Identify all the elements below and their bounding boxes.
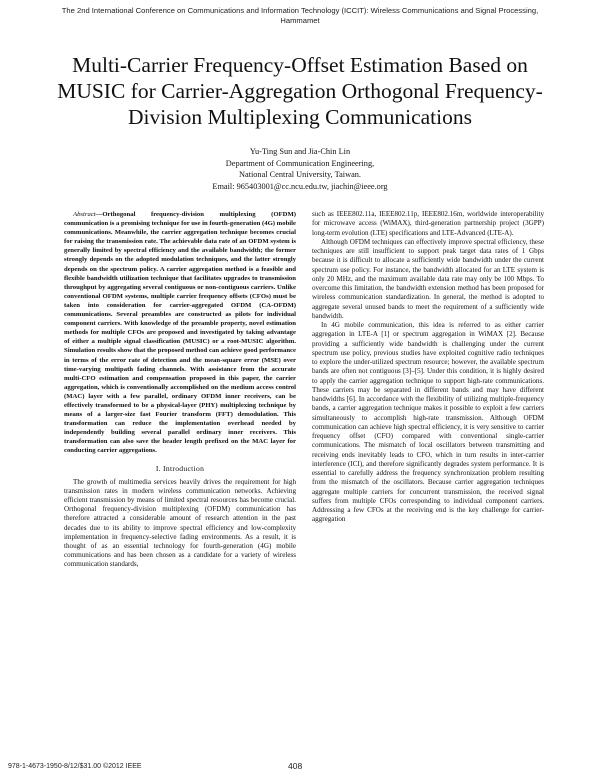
author-department: Department of Communication Engineering, [225,158,375,168]
right-column [312,210,544,525]
intro-paragraph: The growth of multimedia services heavily drives the requirement for high transmission rates in modern wireless communication networks. Achieving efficient transmission by means of limited spectral resources has become crucial. Orthogonal frequency-division multiplexing (OFDM) communication has therefore attracted a considerable amount of research attention in the past decades due to its ability to improve spectral efficiency and low-complexity implementation in frequency-selective fading environments. As a result, it is thought of as an essential technology for fourth-generation (4G) mobile communications and has been chosen as a candidate for a variety of wireless communication standards, [64,477,296,569]
page-number: 408 [288,761,303,771]
author-university: National Central University, Taiwan. [239,170,361,179]
body-paragraph: such as IEEE802.11a, IEEE802.11p, IEEE802.16m, worldwide interoperability for microwave access (WiMAX), third-generation partnership project (3GPP) long-term evolution (LTE) specifications and LTE-Advanced (LTE-A). [312,210,544,237]
abstract-text: —Orthogonal frequency-division multiplexing (OFDM) communication is a promising technique for use in fourth-generation (4G) mobile communications. Meanwhile, the carrier aggregation technique becomes crucial for raising the transmission rate. The achievable data rate of an OFDM system is generally limited by spectral efficiency and the available bandwidth; the former strongly depends on the adopted modulation techniques, and the latter strongly depends on the spectrum policy. A carrier aggregation method is a feasible and flexible bandwidth utilization technique that facilitates upgrades to transmission throughput by aggregating several contiguous or non-contiguous carriers. Unlike conventional OFDM systems, multiple carrier frequency offsets (CFOs) must be taken into consideration for carrier-aggregated OFDM (CA-OFDM) communications. Several preambles are constructed as pilots for individual component carriers. With knowledge of the preamble property, novel estimation methods for multiple CFOs are proposed and investigated by taking advantage of either a multiple signal classification (MUSIC) or a root-MUSIC algorithm. Simulation results show that the proposed method can achieve good performance in terms of the error rate of detection and the mean-square error (MSE) over time-varying multipath fading channels. With assistance from the accurate multi-CFO estimation and compensation proposed in this paper, the carrier aggregation, which is conventionally accomplished on the medium access control (MAC) layer with a few parallel, ordinary OFDM inner receivers, can be effectively transformed to be a physical-layer (PHY) multiplexing technique by means of a larger-size fast Fourier transform (FFT) demodulation. This transformation can reduce the implementation overhead needed by independently building several parallel ordinary inner receivers. This transformation can also save the header length prefixed on the MAC layer for conducting carrier aggregations. [64,211,296,455]
body-paragraph: Although OFDM techniques can effectively improve spectral efficiency, these techniques are still insufficient to support peak target data rates of 1 Gbps because it is difficult to allocate a sufficiently wide bandwidth under the current spectrum use policy. For instance, the bandwidth allocated for an LTE system is only 20 MHz, and the maximum available data rate may only be 100 Mbps. To overcome this limitation, the bandwidth extension method has been proposed for wireless communication standardization. In general, the method is adopted to aggregate several unused bands to meet the requirement of a sufficiently wide bandwidth. [312,237,544,320]
author-names: Yu-Ting Sun and Jia-Chin Lin [249,147,351,156]
left-column [64,210,296,570]
author-email: Email: 965403001@cc.ncu.edu.tw, jiachin@ieee.org [212,181,388,191]
paper-title: Multi-Carrier Frequency-Offset Estimation Based on MUSIC for Carrier-Aggregation Orthogonal Frequency-Division Multiplexing Communications [57,53,543,129]
author-block [150,146,450,192]
abstract-label: Abstract [73,211,96,218]
section-heading-introduction: I. Introduction [155,463,205,473]
conference-header: The 2nd International Conference on Communications and Information Technology (ICCIT): Wireless Communications and Signal Processing, Hammamet [61,6,539,25]
body-paragraph: In 4G mobile communication, this idea is referred to as either carrier aggregation in LTE-A [1] or spectrum aggregation in WiMAX [2]. Because providing a sufficiently wide bandwidth is challenging under the current spectrum use policy, previous studies have exploited cognitive radio techniques to explore the under-utilized spectrum resource; however, the available spectrum bands are often not contiguous [3]–[5]. Under this condition, it is highly desired to apply the carrier aggregation technique to support high-rate communications. These carriers may be separated in different bands and may have different bandwidths [6]. In accordance with the flexibility of utilizing multiple-frequency bands, a carrier aggregation technique makes it possible to exploit a few carriers simultaneously to accomplish high-rate transmission. Although OFDM communication can achieve high spectral efficiency, it is very sensitive to carrier frequency offset (CFO) compared with conventional single-carrier communications. The mismatch of local oscillators between transmitting and receiving ends inevitably leads to CFO, which in turn results in inter-carrier interference (ICI), and therefore significantly degrades system performance. It is essential to carefully address the frequency synchronization problem resulting from the mismatch of the oscillators. Because carrier aggregation techniques aggregate multiple carriers for concurrent transmission, the received signal suffers from multiple CFOs corresponding to individual component carriers. Addressing a few CFOs at the receiving end is the key challenge for carrier-aggregation [312,321,544,524]
footer-copyright: 978-1-4673-1950-8/12/$31.00 ©2012 IEEE [8,763,142,770]
abstract [64,210,296,456]
